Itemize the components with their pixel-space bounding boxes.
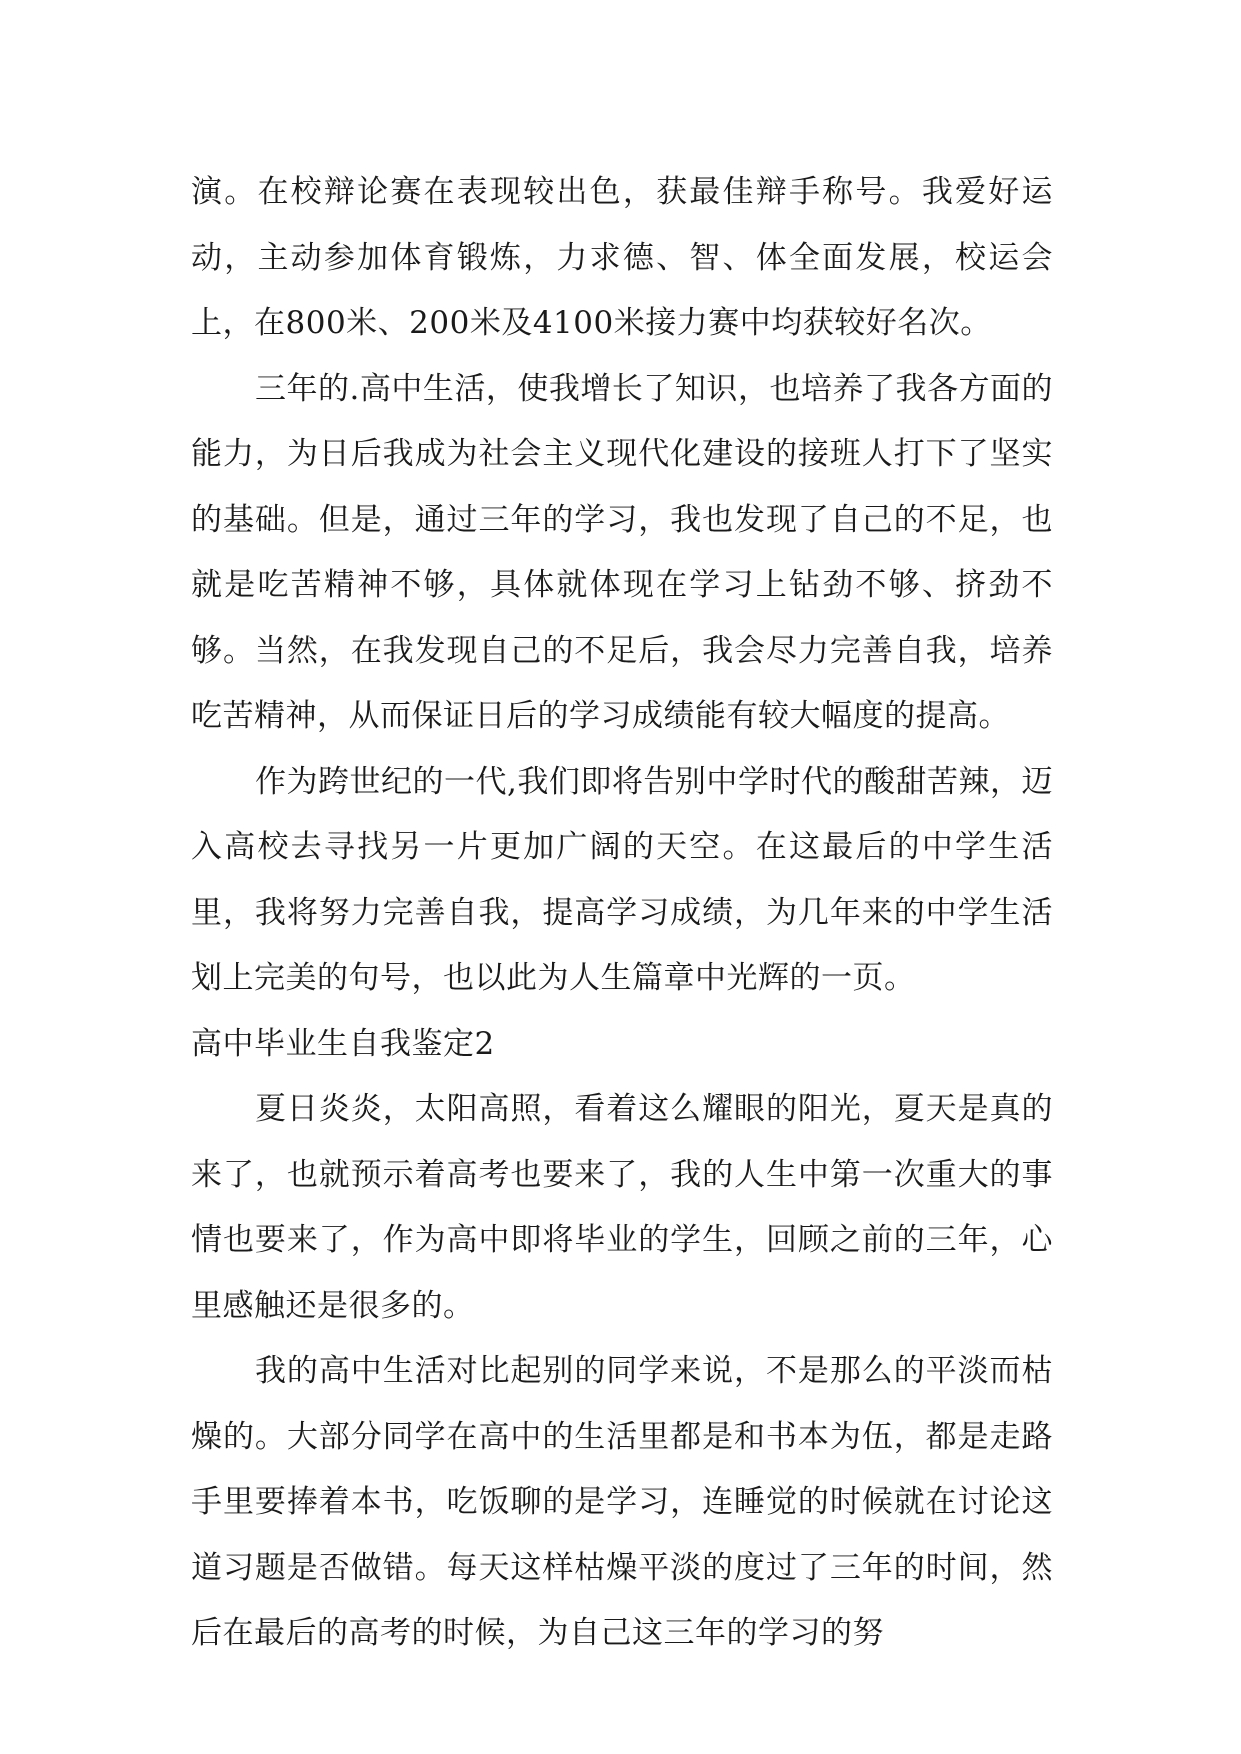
paragraph-1: 演。在校辩论赛在表现较出色，获最佳辩手称号。我爱好运动，主动参加体育锻炼，力求德、智、体全面发展，校运会上，在800米、200米及4100米接力赛中均获较好名次。	[191, 174, 1053, 341]
section-heading: 高中毕业生自我鉴定2	[191, 1025, 495, 1062]
paragraph-5: 我的高中生活对比起别的同学来说，不是那么的平淡而枯燥的。大部分同学在高中的生活里都是和书本为伍，都是走路手里要捧着本书，吃饭聊的是学习，连睡觉的时候就在讨论这道习题是否做错。每天这样枯燥平淡的度过了三年的时间，然后在最后的高考的时候，为自己这三年的学习的努	[191, 1353, 1053, 1651]
document-body	[191, 160, 1053, 1667]
paragraph-2: 三年的.高中生活，使我增长了知识，也培养了我各方面的能力，为日后我成为社会主义现代化建设的接班人打下了坚实的基础。但是，通过三年的学习，我也发现了自己的不足，也就是吃苦精神不够，具体就体现在学习上钻劲不够、挤劲不够。当然，在我发现自己的不足后，我会尽力完善自我，培养吃苦精神，从而保证日后的学习成绩能有较大幅度的提高。	[191, 370, 1053, 734]
paragraph-4: 夏日炎炎，太阳高照，看着这么耀眼的阳光，夏天是真的来了，也就预示着高考也要来了，我的人生中第一次重大的事情也要来了，作为高中即将毕业的学生，回顾之前的三年，心里感触还是很多的。	[191, 1091, 1053, 1324]
paragraph-3: 作为跨世纪的一代,我们即将告别中学时代的酸甜苦辣，迈入高校去寻找另一片更加广阔的天空。在这最后的中学生活里，我将努力完善自我，提高学习成绩，为几年来的中学生活划上完美的句号，也以此为人生篇章中光辉的一页。	[191, 763, 1053, 996]
